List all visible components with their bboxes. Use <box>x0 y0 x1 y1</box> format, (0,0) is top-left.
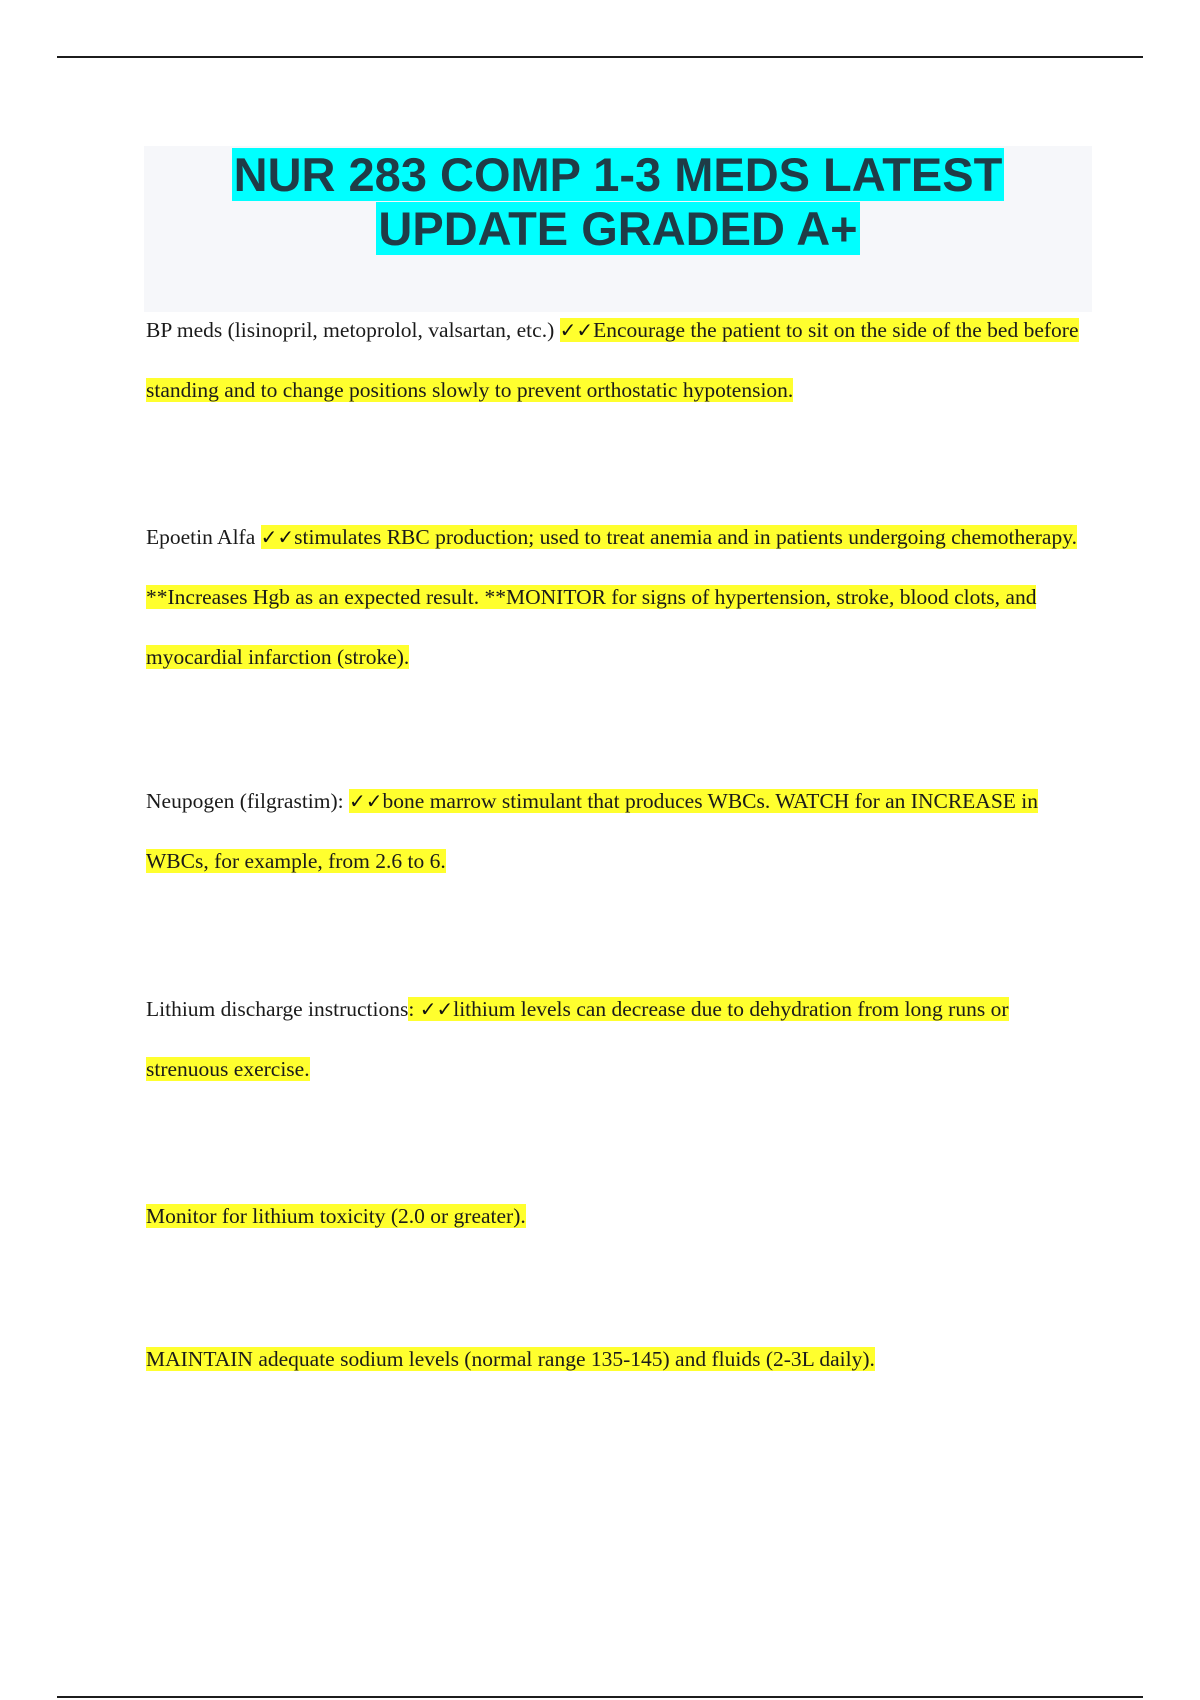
double-check-icon: ✓✓ <box>260 525 295 549</box>
entry-term-suffix: : <box>408 997 420 1021</box>
note-text: Monitor for lithium toxicity (2.0 or greater). <box>146 1204 526 1228</box>
double-check-icon: ✓✓ <box>419 997 454 1021</box>
entry-answer: Encourage the patient to sit on the side of the bed before standing and to change positions slowly to prevent orthostatic hypotension. <box>146 318 1079 402</box>
top-rule <box>57 56 1143 58</box>
entry-answer: lithium levels can decrease due to dehydration from long runs or strenuous exercise. <box>146 997 1009 1081</box>
note-sodium-levels <box>146 1329 1094 1389</box>
entry-term: Neupogen (filgrastim): <box>146 789 350 813</box>
entry-answer: bone marrow stimulant that produces WBCs. WATCH for an INCREASE in WBCs, for example, from 2.6 to 6. <box>146 789 1039 873</box>
title-line-2: UPDATE GRADED A+ <box>378 202 858 255</box>
double-check-icon: ✓✓ <box>349 789 383 813</box>
note-text: MAINTAIN adequate sodium levels (normal range 135-145) and fluids (2-3L daily). <box>146 1347 875 1371</box>
entry-answer: stimulates RBC production; used to treat anemia and in patients undergoing chemotherapy. **Increases Hgb as an expected result. **MONITOR for signs of hypertension, stroke, blood clots, and myocardial infarction (stroke). <box>146 525 1077 669</box>
note-lithium-toxicity <box>146 1186 1094 1246</box>
title-block <box>144 146 1092 312</box>
entry-term: Epoetin Alfa <box>146 525 261 549</box>
entry-term: BP meds (lisinopril, metoprolol, valsartan, etc.) <box>146 318 560 342</box>
entry-lithium-discharge <box>146 979 1094 1099</box>
title-line-1: NUR 283 COMP 1-3 MEDS LATEST <box>233 148 1003 201</box>
double-check-icon: ✓✓ <box>559 318 594 342</box>
document-title <box>144 148 1092 256</box>
entry-epoetin-alfa <box>146 507 1094 687</box>
entry-term: Lithium discharge instructions <box>146 997 409 1021</box>
entry-bp-meds <box>146 300 1094 420</box>
entry-answer-highlight <box>146 525 1077 669</box>
entry-neupogen <box>146 771 1094 891</box>
bottom-rule <box>57 1696 1143 1698</box>
